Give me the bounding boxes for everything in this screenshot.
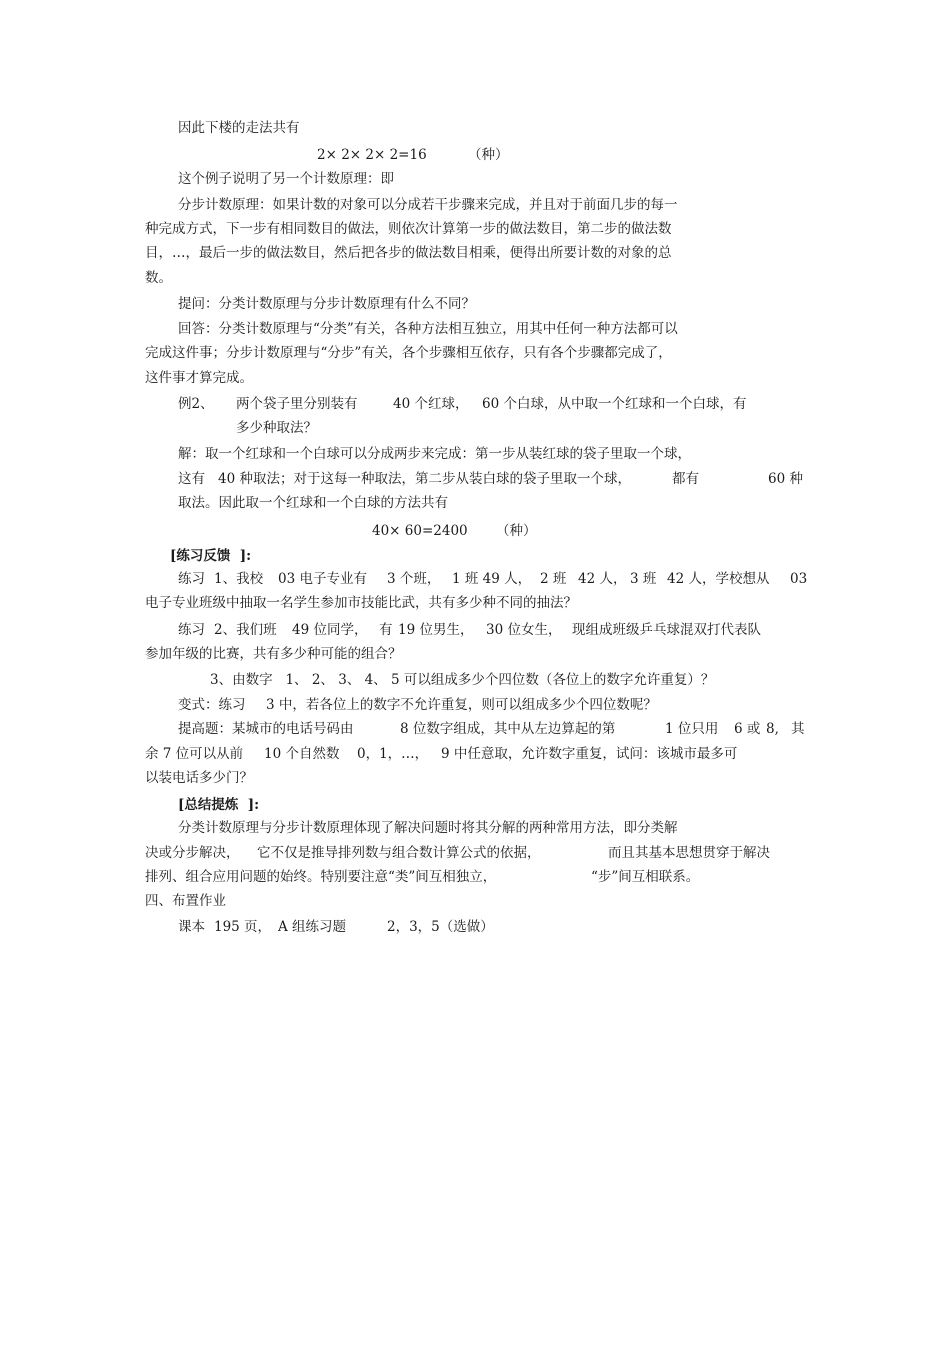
text-line: 分步计数原理：如果计数的对象可以分成若干步骤来完成，并且对于前面几步的每一 (178, 197, 678, 213)
exercise-line: 3 班 (630, 571, 657, 587)
exercise-line: 0，1，…， (357, 746, 429, 762)
summary-line: 分类计数原理与分步计数原理体现了解决问题时将其分解的两种常用方法，即分类解 (178, 820, 678, 836)
homework-line: A 组练习题 (278, 919, 347, 935)
text-line: 目，…，最后一步的做法数目，然后把各步的做法数目相乘，便得出所要计数的对象的总 (145, 245, 672, 261)
text-line: 这个例子说明了另一个计数原理：即 (178, 171, 394, 187)
example-text: 多少种取法？ (236, 420, 317, 436)
text-line: 因此下楼的走法共有 (178, 120, 300, 136)
solution-line: 60 种 (768, 471, 803, 487)
exercise-line: 1 班 49 人， (452, 571, 532, 587)
exercise-line: 49 位同学， (292, 622, 368, 638)
exercise-line: 余 7 位可以从前 (145, 746, 244, 762)
exercise-line: 03 (790, 571, 808, 587)
exercise-line: 30 位女生， (486, 622, 562, 638)
exercise-line: 10 个自然数 (264, 746, 340, 762)
question-line: 提问：分类计数原理与分步计数原理有什么不同？ (178, 296, 475, 312)
section-heading: [总结提炼 ]: (178, 797, 260, 813)
exercise-line: 其 (791, 721, 805, 737)
exercise-line: 19 位男生， (398, 622, 474, 638)
exercise-line: 练习 (178, 622, 205, 638)
exercise-line: 03 电子专业有 (278, 571, 367, 587)
exercise-line: 练习 (178, 571, 205, 587)
exercise-line: 变式：练习 (178, 697, 246, 713)
homework-line: 2，3，5（选做） (387, 919, 494, 935)
exercise-line: 3 中，若各位上的数字不允许重复，则可以组成多少个四位数呢？ (266, 697, 657, 713)
equation-unit: （种） (468, 147, 509, 163)
summary-line: 它不仅是推导排列数与组合数计算公式的依据， (257, 845, 541, 861)
exercise-line: 现组成班级乒乓球混双打代表队 (572, 622, 761, 638)
exercise-line: 42 人， (578, 571, 627, 587)
section-heading: [练习反馈 ]: (170, 548, 252, 564)
exercise-line: 8 位数字组成，其中从左边算起的第 (400, 721, 616, 737)
exercise-line: 以装电话多少门？ (145, 770, 253, 786)
exercise-line: 2 班 (540, 571, 567, 587)
exercise-line: 42 人，学校想从 (667, 571, 770, 587)
example-text: 两个袋子里分别装有 (236, 396, 358, 412)
answer-line: 回答：分类计数原理与“分类”有关，各种方法相互独立，用其中任何一种方法都可以 (178, 321, 678, 337)
solution-line: 这有 (178, 471, 205, 487)
exercise-line: 2、我们班 (214, 622, 277, 638)
solution-line: 取法。因此取一个红球和一个白球的方法共有 (178, 495, 448, 511)
exercise-line: 有 (379, 622, 393, 638)
text-line: 数。 (145, 270, 172, 286)
text-line: 种完成方式，下一步有相同数目的做法，则依次计算第一步的做法数目，第二步的做法数 (145, 221, 672, 237)
exercise-line: 6 或 (734, 721, 761, 737)
example-label: 例2、 (178, 396, 214, 412)
solution-line: 解：取一个红球和一个白球可以分成两步来完成：第一步从装红球的袋子里取一个球， (178, 446, 691, 462)
equation: 2× 2× 2× 2=16 (317, 147, 427, 163)
section-heading: 四、布置作业 (145, 893, 226, 909)
answer-line: 这件事才算完成。 (145, 370, 253, 386)
example-text: 40 个红球， (393, 396, 469, 412)
solution-line: 都有 (672, 471, 699, 487)
exercise-line: 3、由数字 1、 2、 3、 4、 5 可以组成多少个四位数（各位上的数字允许重复）？ (210, 672, 715, 688)
summary-line: 而且其基本思想贯穿于解决 (608, 845, 770, 861)
summary-line: “步”间互相联系。 (591, 869, 700, 885)
summary-line: 排列、组合应用问题的始终。特别要注意“类”间互相独立， (145, 869, 497, 885)
solution-line: 40 种取法；对于这每一种取法，第二步从装白球的袋子里取一个球， (218, 471, 631, 487)
homework-line: 195 页， (214, 919, 272, 935)
equation: 40× 60=2400 (372, 523, 468, 539)
exercise-line: 3 个班， (387, 571, 441, 587)
equation-unit: （种） (496, 523, 537, 539)
exercise-line: 1 位只用 (665, 721, 719, 737)
example-text: 60 个白球，从中取一个红球和一个白球，有 (482, 396, 747, 412)
summary-line: 决或分步解决， (145, 845, 240, 861)
exercise-line: 9 中任意取，允许数字重复，试问：该城市最多可 (441, 746, 738, 762)
exercise-line: 电子专业班级中抽取一名学生参加市技能比武，共有多少种不同的抽法？ (145, 595, 577, 611)
exercise-line: 参加年级的比赛，共有多少种可能的组合？ (145, 646, 402, 662)
answer-line: 完成这件事；分步计数原理与“分步”有关，各个步骤相互依存，只有各个步骤都完成了， (145, 345, 672, 361)
exercise-line: 提高题：某城市的电话号码由 (178, 721, 354, 737)
homework-line: 课本 (178, 919, 205, 935)
exercise-line: 1、我校 (214, 571, 264, 587)
exercise-line: 8, (766, 721, 779, 737)
